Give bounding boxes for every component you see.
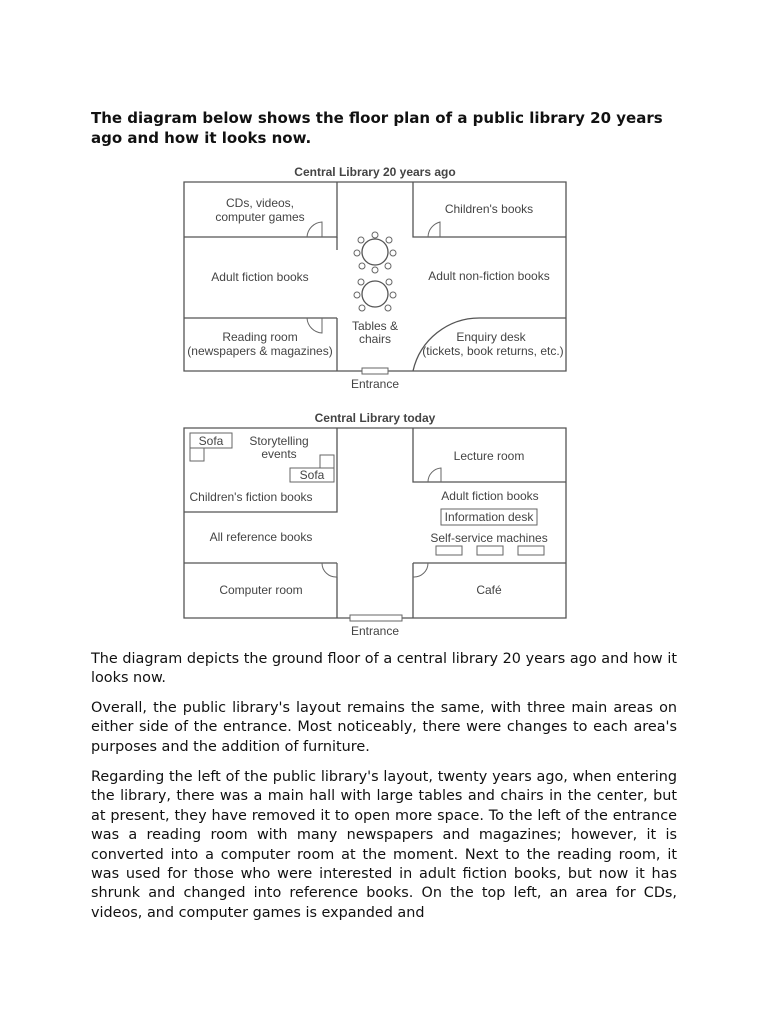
reference-books-label: All reference books [209,530,313,544]
lecture-room-label: Lecture room [453,449,525,463]
paragraph-3: Regarding the left of the public library's layout, twenty years ago, when entering the library, there was a main hall with large tables and chairs in the center, but at present, they have removed it to open more space. To the left of the entrance was a reading room with many newspapers and magazines; however, it is converted into a computer room at the moment. Next to the reading room, it was used for those who were interested in adult fiction books, but now it has shrunk and changed into reference books. On the top left, an area for CDs, videos, and computer games is expanded and [91,769,677,921]
self-service-machine-1 [436,546,462,555]
information-desk-label: Information desk [444,510,534,524]
adult-fiction-today-label: Adult fiction books [441,489,539,503]
plan-past [184,165,566,391]
plan-today-title: Central Library today [314,411,436,425]
plan-today [184,411,566,638]
cafe-label: Café [476,583,502,597]
sofa-1-label: Sofa [198,434,224,448]
adult-nonfiction-label: Adult non-fiction books [428,269,550,283]
self-service-machine-3 [518,546,544,555]
cds-label-line2: computer games [215,210,305,224]
paragraph-1: The diagram depicts the ground floor of a central library 20 years ago and how it looks now. [91,651,677,687]
entrance-door-today [350,615,402,621]
computer-room-label: Computer room [219,583,303,597]
storytelling-label-line1: Storytelling [249,434,309,448]
sofa-2-label: Sofa [299,468,325,482]
plan-past-title: Central Library 20 years ago [294,165,456,179]
self-service-label: Self-service machines [430,531,548,545]
childrens-fiction-label: Children's fiction books [189,490,313,504]
childrens-books-label: Children's books [444,202,534,216]
tables-label-line1: Tables & [351,319,399,333]
enquiry-desk-label-line1: Enquiry desk [456,330,526,344]
paragraph-2: Overall, the public library's layout remains the same, with three main areas on either side of the entrance. Most noticeably, there were changes to each area's purposes and the addition of furniture. [91,700,677,755]
reading-room-label-line2: (newspapers & magazines) [187,344,333,358]
entrance-today-label: Entrance [350,624,400,638]
enquiry-desk-label-line2: (tickets, book returns, etc.) [422,344,564,358]
cds-label-line1: CDs, videos, [225,196,295,210]
storytelling-label-line2: events [261,447,297,461]
self-service-machine-2 [477,546,503,555]
tables-and-chairs [354,232,396,311]
entrance-door-past [362,368,388,374]
adult-fiction-past-label: Adult fiction books [211,270,309,284]
tables-label-line2: chairs [358,332,392,346]
entrance-past-label: Entrance [350,377,400,391]
reading-room-label-line1: Reading room [222,330,298,344]
page-heading: The diagram below shows the floor plan of a public library 20 years ago and how it looks now. [91,109,663,147]
